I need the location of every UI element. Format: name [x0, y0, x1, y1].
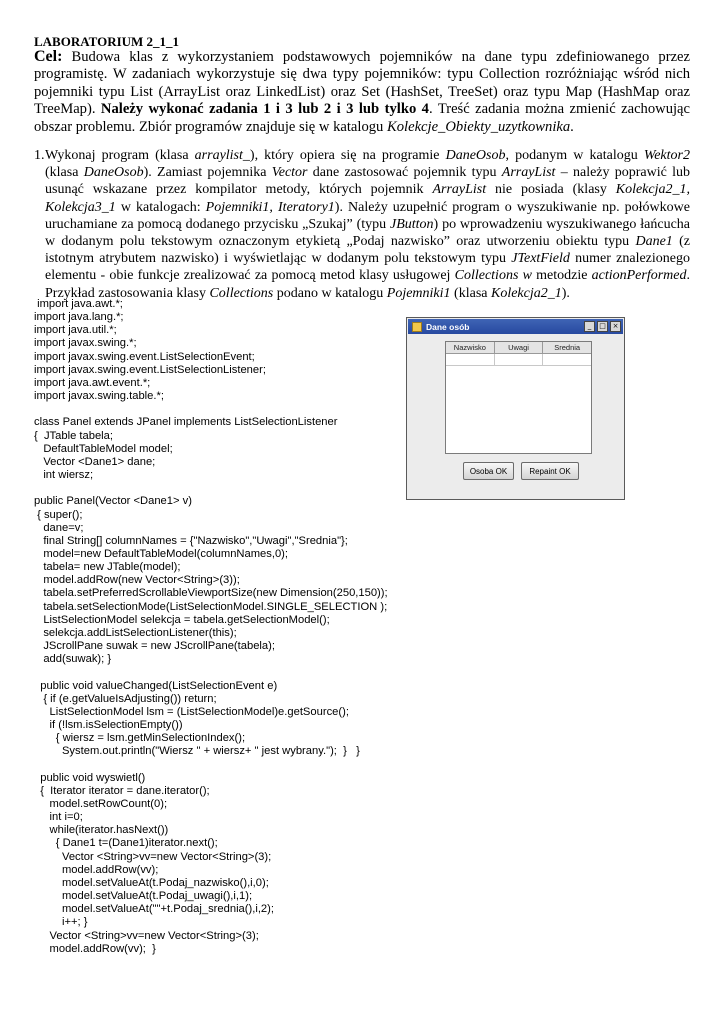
- task-italic-term: ArrayList: [432, 182, 487, 198]
- task-text-segment: (klasa: [450, 285, 491, 301]
- goal-instruction: Należy wykonać zadania 1 i 3 lub 2 i 3 lub tylko 4: [100, 101, 429, 118]
- task-text-segment: ). Należy uzupełnić program o wyszukiwanie np. połówkowe uruchamiane za pomocą dodanego przycisku „Szukaj” (typu: [45, 199, 690, 232]
- task-text-segment: nie posiada (klasy: [486, 182, 616, 198]
- task-text-segment: numer znalezionego elementu - obie funkcje zrealizować za pomocą metod klasy usługowej: [45, 251, 690, 284]
- column-header-nazwisko[interactable]: Nazwisko: [446, 342, 495, 353]
- task-italic-term: Pojemniki1: [386, 285, 451, 301]
- osoba-ok-button[interactable]: Osoba OK: [463, 462, 514, 480]
- close-icon[interactable]: ×: [610, 321, 621, 332]
- task-italic-term: Wektor2: [643, 148, 690, 163]
- table-header: [446, 342, 591, 354]
- task-text-segment: – należy poprawić lub usunąć wskazane przez kompilator metody, których pojemnik: [45, 165, 691, 198]
- window-titlebar[interactable]: [408, 319, 623, 334]
- maximize-icon[interactable]: □: [597, 321, 608, 332]
- task-italic-term: Kolekcja2_1: [490, 285, 562, 301]
- task-number: 1.: [34, 148, 45, 163]
- column-header-srednia[interactable]: Srednia: [554, 343, 581, 352]
- task-italic-term: JButton: [390, 216, 434, 232]
- table-scroll-pane[interactable]: [445, 341, 592, 454]
- task-text-segment: dane zastosować pojemnik typu: [307, 165, 502, 181]
- task-italic-term: Pojemniki1, Iteratory1: [205, 199, 335, 215]
- goal-text: Budowa klas z wykorzystaniem podstawowych pojemników na dane typu zdefiniowanego przez programistę. W zadaniach wykorzystuje się dwa typy pojemników: typu Collection rozróżniając wśród nich pojemniki typu List (ArrayList oraz LinkedList) oraz Set (HashSet, TreeSet) oraz typu Map (HashMap oraz TreeMap).: [34, 49, 690, 118]
- task-italic-term: arraylist_: [194, 148, 250, 163]
- minimize-icon[interactable]: _: [584, 321, 595, 332]
- goal-folder: Kolekcje_Obiekty_uzytkownika: [387, 118, 571, 135]
- task-text-segment: (z istotnym atrybutem nazwisko) i wyświetlając w dodanym polu tekstowym typu: [45, 234, 690, 267]
- task-italic-term: DaneOsob: [83, 165, 144, 181]
- task-italic-term: Kolekcja2_1, Kolekcja3_1: [45, 182, 690, 215]
- task-italic-term: Vector: [271, 165, 308, 181]
- table-row[interactable]: [446, 354, 591, 366]
- task-italic-term: DaneOsob: [445, 148, 506, 163]
- task-text-segment: Wykonaj program (klasa: [45, 148, 195, 163]
- task-text-segment: metodzie: [531, 268, 592, 284]
- task-text-segment: ), który opiera się na programie: [249, 148, 446, 163]
- task-1-text: [34, 147, 690, 302]
- task-italic-term: Collections: [209, 285, 274, 301]
- column-header-uwagi[interactable]: Uwagi: [495, 342, 544, 353]
- task-text-segment: , podanym w katalogu: [505, 148, 644, 163]
- table-cell[interactable]: [446, 354, 495, 365]
- table-cell[interactable]: [495, 354, 544, 365]
- goal-text-2: . Treść zadania można zmienić zachowując obszar problemu. Zbiór programów znajduje się w katalogu: [34, 101, 691, 135]
- goal-label: Cel:: [34, 48, 63, 65]
- task-text-segment: . Przykład zastosowania klasy: [45, 268, 691, 301]
- task-text-segment: (klasa: [45, 165, 84, 181]
- code-listing: import java.awt.*; import java.lang.*; import java.util.*; import javax.swing.*; import javax.swing.event.ListSelectionEvent; import javax.swing.event.ListSelectionListener; import java.awt.event.*; import javax.swing.table.*; class Panel extends JPanel implements ListSelectionListener { JTable tabela; DefaultTableModel model; Vector <Dane1> dane; int wiersz; public Panel(Vector <Dane1> v) { super(); dane=v; final String[] columnNames = {"Nazwisko","Uwagi","Srednia"}; model=new DefaultTableModel(columnNames,0); tabela= new JTable(model); model.addRow(new Vector<String>(3)); tabela.setPreferredScrollableViewportSize(new Dimension(250,150)); tabela.setSelectionMode(ListSelectionModel.SINGLE_SELECTION ); ListSelectionModel selekcja = tabela.getSelectionModel(); selekcja.addListSelectionListener(this); JScrollPane suwak = new JScrollPane(tabela); add(suwak); } public void valueChanged(ListSelectionEvent e) { if (e.getValueIsAdjusting()) return; ListSelectionModel lsm = (ListSelectionModel)e.getSource(); if (!lsm.isSelectionEmpty()) { wiersz = lsm.getMinSelectionIndex(); System.out.println("Wiersz " + wiersz+ " jest wybrany."); } } public void wyswietl() { Iterator iterator = dane.iterator(); model.setRowCount(0); int i=0; while(iterator.hasNext()) { Dane1 t=(Dane1)iterator.next(); Vector <String>vv=new Vector<String>(3); model.addRow(vv); model.setValueAt(t.Podaj_nazwisko(),i,0); model.setValueAt(t.Podaj_uwagi(),i,1); model.setValueAt(""+t.Podaj_srednia(),i,2); i++; } Vector <String>vv=new Vector<String>(3); model.addRow(vv); }: [34, 298, 388, 955]
- dane-osob-window: [406, 317, 625, 500]
- goal-paragraph: [34, 48, 690, 136]
- task-italic-term: Collections w: [454, 268, 532, 284]
- task-text-segment: ). Zamiast pojemnika: [143, 165, 272, 181]
- lab-title: LABORATORIUM 2_1_1: [34, 34, 180, 49]
- task-text-segment: ) po wprowadzeniu wyszukiwanego łańcucha w dodanym polu tekstowym oznaczonym etykietą „Podaj nazwisko” oraz utworzeniu obiektu typu: [45, 216, 691, 250]
- task-italic-term: Dane1: [635, 234, 673, 250]
- window-title: Dane osób: [426, 321, 470, 332]
- goal-text-3: .: [570, 118, 574, 135]
- task-text-segment: ).: [561, 285, 570, 301]
- task-italic-term: JTextField: [511, 251, 570, 267]
- table-cell[interactable]: [543, 354, 591, 365]
- task-italic-term: ArrayList: [501, 165, 556, 181]
- task-text-segment: podano w katalogu: [273, 285, 387, 301]
- java-app-icon: [412, 322, 422, 332]
- task-italic-term: actionPerformed: [591, 268, 687, 284]
- repaint-ok-button[interactable]: Repaint OK: [521, 462, 579, 480]
- task-1: [34, 147, 690, 302]
- task-text-segment: w katalogach:: [115, 199, 206, 215]
